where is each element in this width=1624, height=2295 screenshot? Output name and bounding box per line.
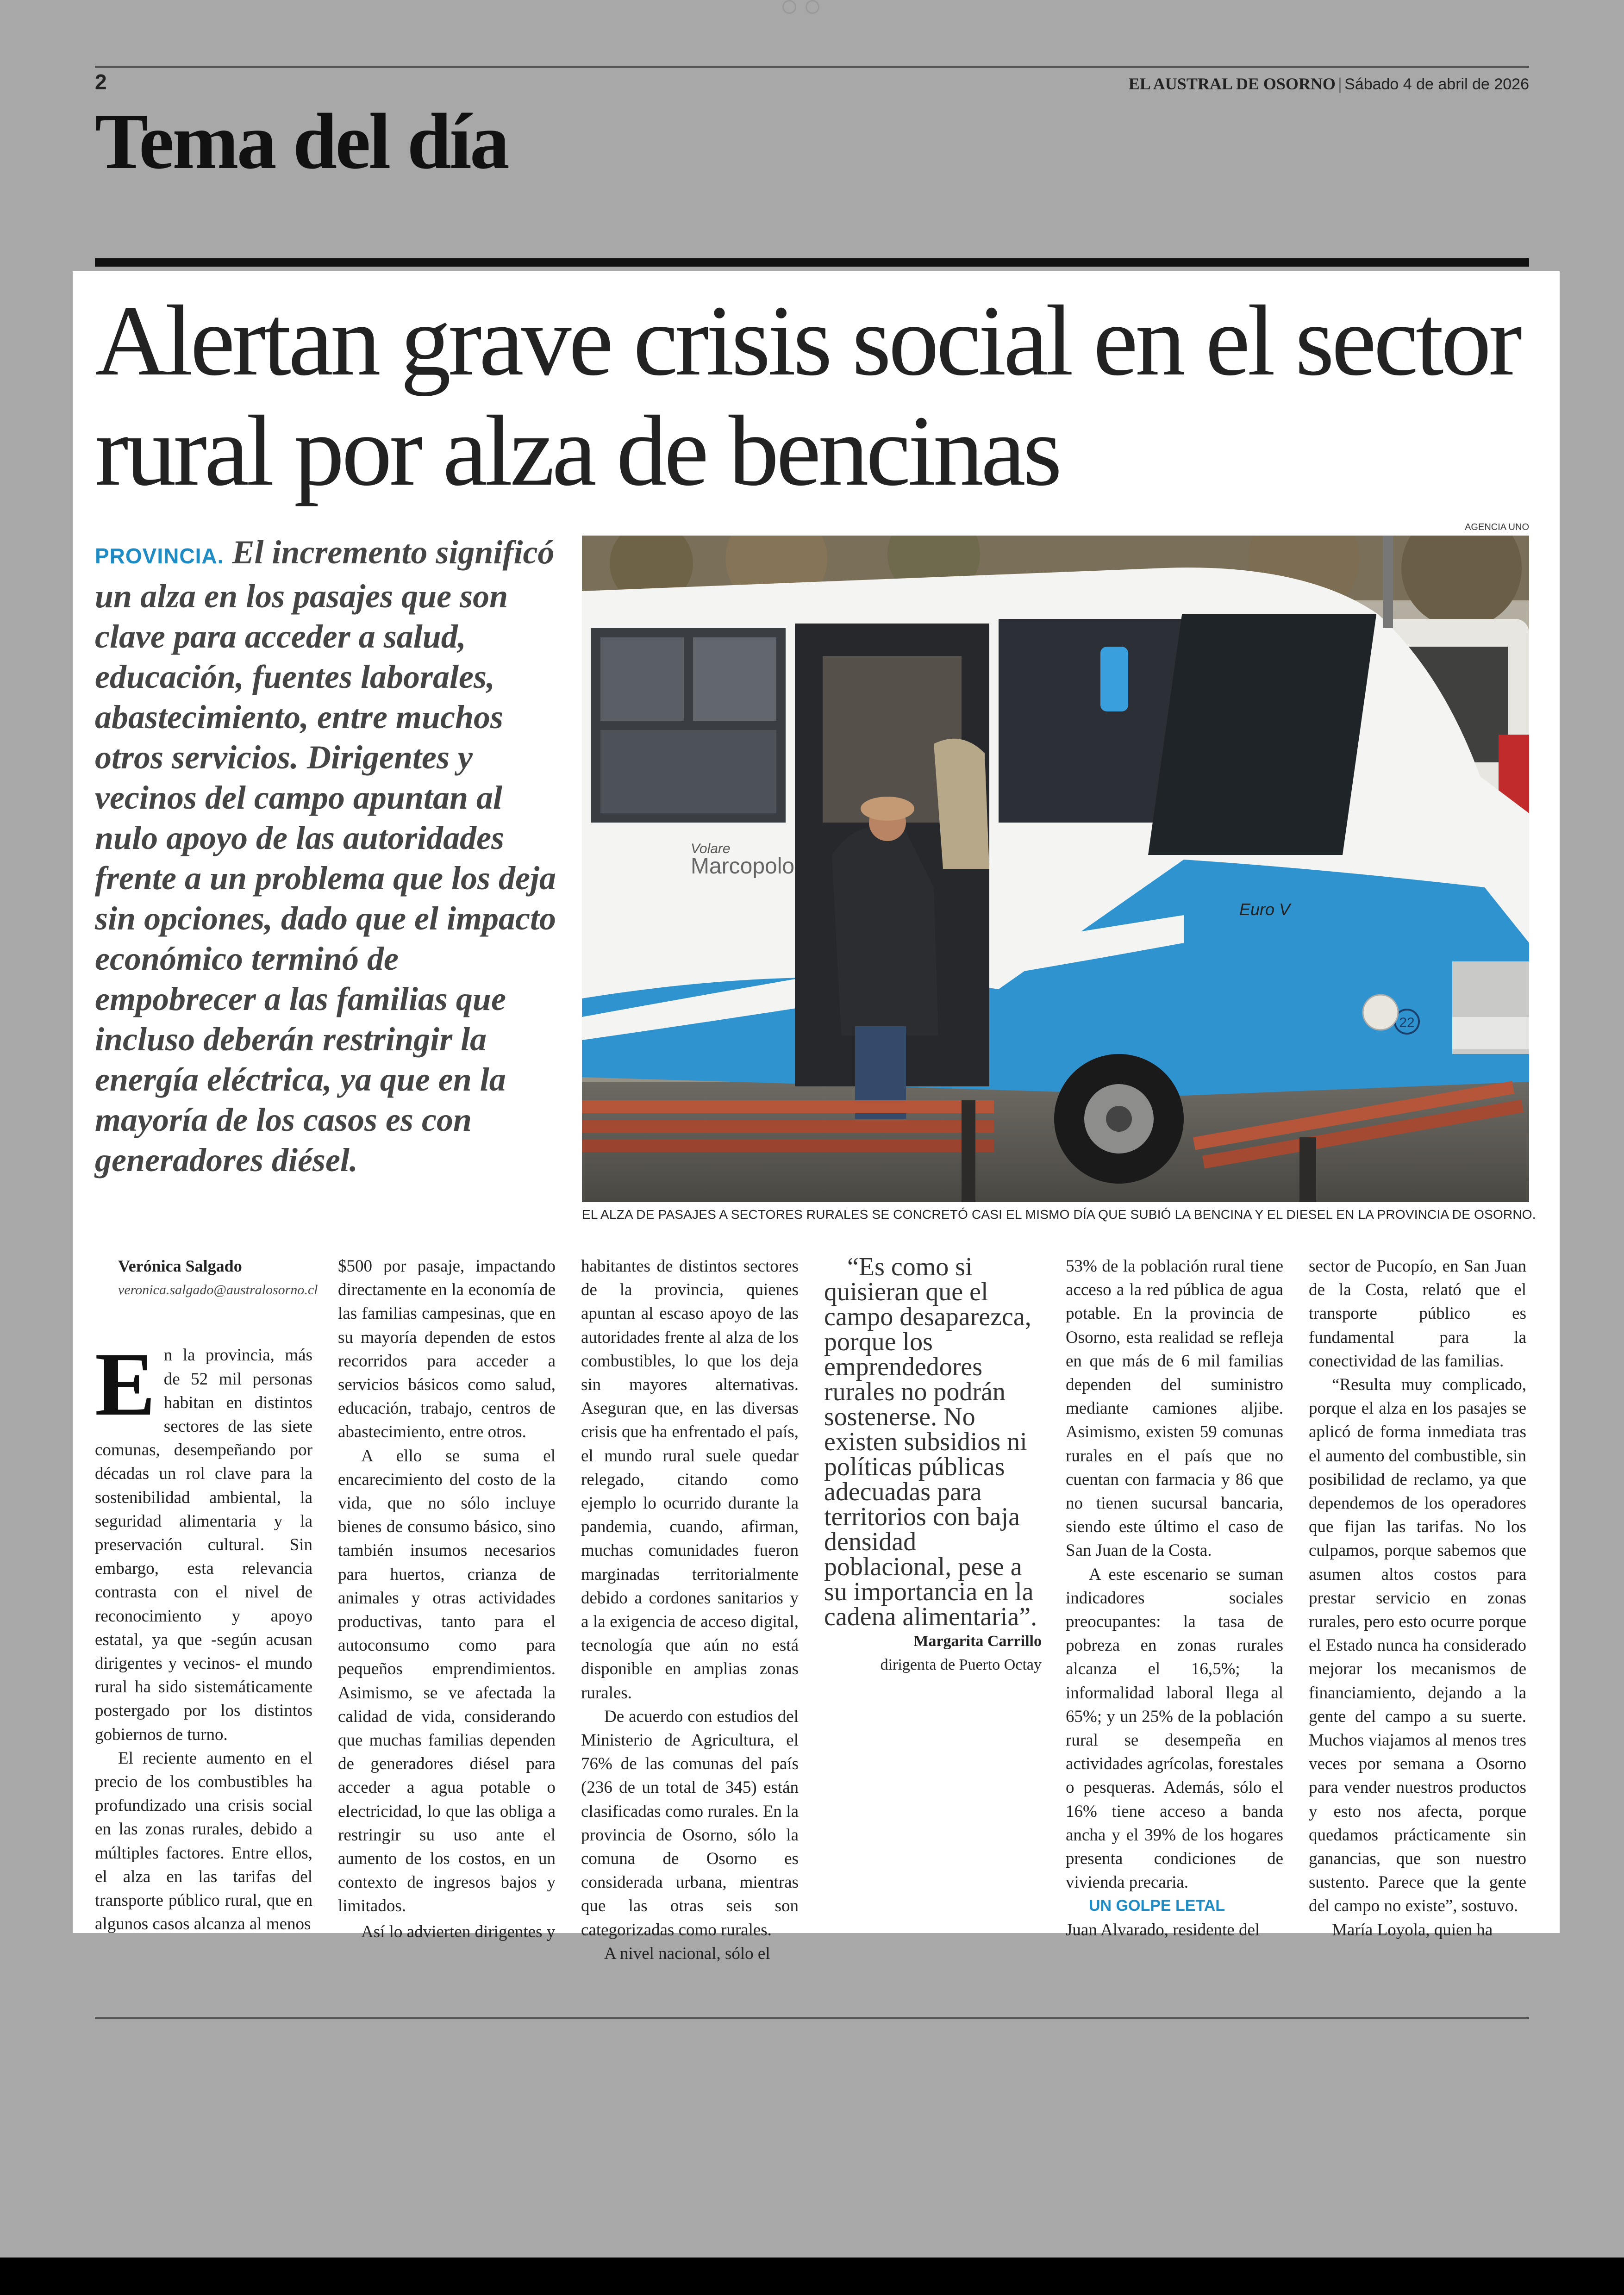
footer-rule (95, 2017, 1529, 2019)
article-column-5 (1066, 1254, 1283, 1942)
page-number: 2 (95, 70, 107, 94)
masthead-separator: | (1338, 75, 1342, 93)
issue-date: Sábado 4 de abril de 2026 (1344, 75, 1529, 93)
bus-number-text: 22 (1399, 1015, 1415, 1030)
article-paragraph: Juan Alvarado, residente del (1066, 1920, 1260, 1940)
article-column-2 (338, 1254, 556, 1944)
photo-caption: EL ALZA DE PASAJES A SECTORES RURALES SE CONCRETÓ CASI EL MISMO DÍA QUE SUBIÓ LA BENCINA Y EL DIESEL EN LA PROVINCIA DE OSORNO. (582, 1207, 1536, 1222)
section-rule (95, 258, 1529, 267)
bus-euro-badge: Euro V (1239, 900, 1291, 919)
article-paragraph: $500 por pasaje, impactando directamente en la economía de las familias campesinas, que en su mayoría dependen de estos recorridos para acceder a servicios básicos como salud, educación, trabajo, centros de abastecimiento, entre otros. (338, 1257, 556, 1442)
article-paragraph: Así lo advierten dirigentes y (361, 1922, 556, 1941)
article-paragraph: sector de Pucopío, en San Juan de la Costa, relató que el transporte público es fundamental para la conectividad de las familias. (1309, 1257, 1526, 1371)
quote-attribution-role: dirigenta de Puerto Octay (880, 1656, 1042, 1674)
publication-name: EL AUSTRAL DE OSORNO (1128, 75, 1336, 93)
article-column-3 (581, 1254, 799, 1965)
article-paragraph: El reciente aumento en el precio de los combustibles ha profundizado una crisis social en las zonas rurales, debido a múltiples factores. Entre ellos, el alza en las tarifas del transporte público rural, que en algunos casos alcanza al menos (95, 1748, 312, 1934)
article-subhead: UN GOLPE LETAL (1089, 1897, 1225, 1915)
article-paragraph: A nivel nacional, sólo el (604, 1944, 770, 1963)
article-paragraph: “Resulta muy complicado, porque el alza en los pasajes se aplicó de forma inmediata tras el aumento del combustible, sin posibilidad de reclamo, ya que dependemos de los operadores que fijan las tarifas. No los culpamos, porque sabemos que asumen altos costos para prestar servicio en zonas rurales, pero esto ocurre porque el Estado nunca ha considerado mejorar los mecanismos de financiamiento, dejando a la gente del campo a su suerte. Muchos viajamos al menos tres veces por semana a Osorno para vender nuestros productos y esto nos afecta, porque quedamos prácticamente sin ganancias, que son nuestro sustento. Parece que la gente del campo no existe”, sostuvo. (1309, 1375, 1526, 1916)
article-paragraph: 53% de la población rural tiene acceso a la red pública de agua potable. En la provincia de Osorno, esta realidad se refleja en que más de 6 mil familias dependen del suministro mediante camiones aljibe. Asimismo, existen 59 comunas rurales en el país que no cuentan con farmacia y 86 que no tienen sucursal bancaria, siendo este último el caso de San Juan de la Costa. (1066, 1257, 1283, 1560)
lead-text: El incremento significó un alza en los pasajes que son clave para acceder a salud, educación, fuentes laborales, abastecimiento, entre muchos otros servicios. Dirigentes y vecinos del campo apuntan al nulo apoyo de las autoridades frente a un problema que los deja sin opciones, dado que el impacto económico terminó de empobrecer a las familias que incluso deberán restringir la energía eléctrica, ya que en la mayoría de los casos es con generadores diésel. (95, 534, 556, 1179)
header-rule (95, 66, 1529, 68)
bus-model-text: Volare (691, 841, 731, 856)
article-photo[interactable] (582, 536, 1529, 1202)
byline-author: Verónica Salgado (118, 1257, 242, 1275)
article-paragraph: A este escenario se suman indicadores sociales preocupantes: la tasa de pobreza en zonas rurales alcanza el 16,5%; la informalidad laboral llega al 65%; y un 25% de la población rural se desempeña en actividades agrícolas, forestales o pesqueras. Además, sólo el 16% tiene acceso a banda ancha y el 39% de los hogares presenta condiciones de vivienda precaria. (1066, 1565, 1283, 1892)
quote-attribution-name: Margarita Carrillo (913, 1633, 1042, 1650)
paragraph-text: n la provincia, más de 52 mil personas habitan en distintos sectores de las siete comunas, desempeñando por décadas un rol clave para la sostenibilidad ambiental, la seguridad alimentaria y la preservación cultural. Sin embargo, esta relevancia contrasta con el nivel de reconocimiento y apoyo estatal, ya que -según acusan dirigentes y vecinos- el mundo rural ha sido sistemáticamente postergado por los distintos gobiernos de turno. (95, 1346, 312, 1744)
article-paragraph: habitantes de distintos sectores de la provincia, quienes apuntan al escaso apoyo de las autoridades frente al alza de los combustibles, lo que los deja sin mayores alternativas. Aseguran que, en las diversas crisis que ha enfrentado el país, el mundo rural suele quedar relegado, citando como ejemplo lo ocurrido durante la pandemia, cuando, afirman, muchas comunidades fueron marginadas territorialmente debido a cordones sanitarios y a la exigencia de acceso digital, tecnología que aún no está disponible en amplias zonas rurales. (581, 1257, 799, 1703)
pull-quote-column (824, 1254, 1042, 1677)
article-paragraph: De acuerdo con estudios del Ministerio de Agricultura, el 76% de las comunas del país (236 de un total de 345) están clasificadas como rurales. En la provincia de Osorno, sólo la comuna de Osorno es considerada urbana, mientras que las otras seis son categorizadas como rurales. (581, 1707, 799, 1940)
drop-cap: E (95, 1334, 156, 1435)
article-paragraph: A ello se suma el encarecimiento del costo de la vida, que no sólo incluye bienes de consumo básico, sino también insumos necesarios para huertos, crianza de animales y otras actividades productivas, tanto para el autoconsumo como para pequeños emprendimientos. Asimismo, se ve afectada la calidad de vida, considerando que muchas familias dependen de generadores diésel para acceder a agua potable o electricidad, lo que las obliga a restringir su uso ante el aumento de los costos, en un contexto de ingresos bajos y limitados. (338, 1446, 556, 1916)
byline-email[interactable]: veronica.salgado@australosorno.cl (118, 1282, 318, 1298)
viewer-page-indicator (782, 0, 843, 14)
article-paragraph: María Loyola, quien ha (1332, 1920, 1493, 1940)
section-title: Tema del día (95, 98, 508, 186)
bus-brand-text: Marcopolo (691, 854, 795, 879)
article-headline: Alertan grave crisis social en el sector rural por alza de bencinas (95, 285, 1520, 507)
article-column-6 (1309, 1254, 1526, 1942)
photo-credit: AGENCIA UNO (1465, 522, 1529, 532)
article-column-1 (95, 1254, 318, 1936)
viewer-bottom-bar (0, 2258, 1624, 2295)
article-lead (95, 532, 562, 1180)
lead-kicker: PROVINCIA. (95, 544, 224, 568)
page-dot-icon[interactable] (782, 0, 796, 14)
bus-photo-illustration (582, 536, 1529, 1202)
article-paragraph (95, 1334, 312, 1746)
masthead (1129, 74, 1529, 94)
page-dot-icon[interactable] (806, 0, 819, 14)
pull-quote: “Es como si quisieran que el campo desaparezca, porque los emprendedores rurales no podrán sostenerse. No existen subsidios ni políticas públicas adecuadas para territorios con baja densidad poblacional, pese a su importancia en la cadena alimentaria”. (824, 1253, 1037, 1631)
